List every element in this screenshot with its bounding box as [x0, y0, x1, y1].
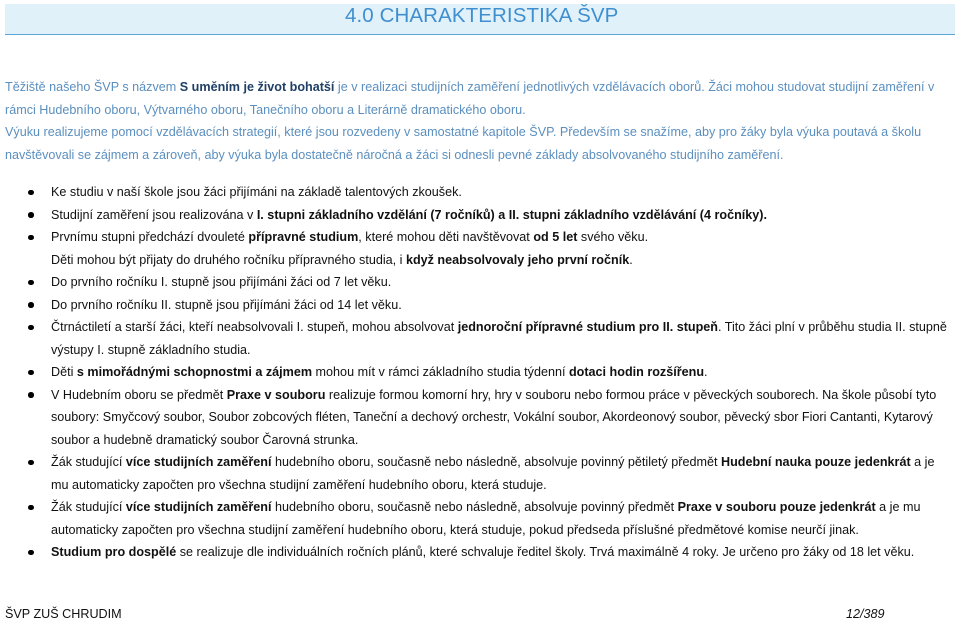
- page-title: 4.0 CHARAKTERISTIKA ŠVP: [345, 4, 619, 27]
- item-text: . Tito žáci plní v průběhu studia II. stupně výstupy I. stupně základního studia.: [51, 320, 947, 357]
- program-name: S uměním je život bohatší: [179, 80, 335, 94]
- item-bold: jednoroční přípravné studium pro II. stupeň: [457, 320, 718, 334]
- list-item: [51, 384, 951, 452]
- item-text: Do prvního ročníku I. stupně jsou přijímáni žáci od 7 let věku.: [51, 275, 392, 289]
- list-item: [51, 496, 951, 541]
- item-text: Žák studující: [51, 455, 126, 469]
- list-item: [51, 451, 951, 496]
- item-text: hudebního oboru, současně nebo následně, absolvuje povinný předmět: [271, 500, 678, 514]
- item-text: Ke studiu v naší škole jsou žáci přijímáni na základě talentových zkoušek.: [51, 185, 462, 199]
- list-item: [51, 226, 951, 271]
- item-text: a je mu automaticky započten pro všechna studijní zaměření hudebního oboru, která studuje.: [51, 455, 935, 492]
- item-bold: od 5 let: [533, 230, 578, 244]
- footer-document-name: ŠVP ZUŠ CHRUDIM: [5, 607, 122, 621]
- characteristics-list: [51, 181, 951, 564]
- item-text: se realizuje dle individuálních ročních plánů, které schvaluje ředitel školy. Trvá maximálně 4 roky. Je určeno pro žáky od 18 let věku.: [176, 545, 915, 559]
- list-item: [51, 271, 951, 294]
- item-bold: Praxe v souboru: [226, 387, 326, 402]
- item-bold: přípravné studium: [248, 230, 359, 244]
- item-text: Studijní zaměření jsou realizována v: [51, 207, 257, 222]
- item-text: .: [704, 365, 708, 379]
- list-item: [51, 181, 951, 204]
- item-text: Prvnímu stupni předchází dvouleté: [51, 230, 249, 244]
- item-bold: více studijních zaměření: [125, 455, 272, 469]
- intro-text: Těžiště našeho ŠVP s názvem: [5, 80, 180, 94]
- item-bold: více studijních zaměření: [125, 500, 272, 514]
- list-item: [51, 204, 951, 227]
- item-text: Děti mohou být přijaty do druhého ročníku přípravného studia, i: [51, 252, 406, 267]
- item-text: realizuje formou komorní hry, hry v souboru nebo formou práce v pěveckých souborech. Na škole působí tyto soubory: Smyčcový soubor, Soubor zobcových fléten, Taneční a dechový orchestr, Vokální soubor, Akordeonový soubor, pěvecký sbor Fiori Cantanti, Kytarový soubor a hudebně dramatický soubor Čarovná strunka.: [51, 387, 937, 447]
- item-text: hudebního oboru, současně nebo následně, absolvuje povinný pětiletý předmět: [271, 455, 721, 469]
- item-text: , které mohou děti navštěvovat: [358, 230, 534, 244]
- item-bold: s mimořádnými schopnostmi a zájmem: [76, 365, 313, 379]
- intro-text: Především se snažíme, aby pro žáky byla výuka poutavá a školu navštěvovali se zájmem a zároveň, aby výuka byla dostatečně náročná a žáci si odnesli pevné základy absolvovaného studijního zaměření.: [5, 125, 922, 162]
- intro-text: je v realizaci studijních zaměření jednotlivých vzdělávacích oborů. Žáci mohou studovat studijní zaměření v rámci Hudebního oboru, Výtvarného oboru, Tanečního oboru a Literárně dramatického oboru.: [5, 80, 935, 117]
- item-text: V Hudebním oboru se předmět: [51, 387, 227, 402]
- item-text: Děti: [51, 365, 77, 379]
- item-text: .: [629, 252, 633, 267]
- item-bold: I. stupni základního vzdělání (7 ročníků) a II. stupni základního vzdělávání (4 ročníky).: [256, 207, 767, 222]
- item-text: Čtrnáctiletí a starší žáci, kteří neabsolvovali I. stupeň, mohou absolvovat: [51, 320, 458, 334]
- list-item: [51, 316, 951, 361]
- list-item: [51, 294, 951, 317]
- item-text: svého věku.: [577, 230, 649, 244]
- item-text: Žák studující: [51, 500, 126, 514]
- item-bold: když neabsolvovaly jeho první ročník: [405, 252, 630, 267]
- item-bold: dotaci hodin rozšířenu: [568, 365, 705, 379]
- list-item: [51, 361, 951, 384]
- footer-page-number: 12/389: [846, 607, 885, 621]
- item-text: mohou mít v rámci základního studia týdenní: [312, 365, 569, 379]
- list-item: [51, 541, 951, 564]
- item-bold: Hudební nauka pouze jedenkrát: [721, 455, 911, 469]
- item-bold: Studium pro dospělé: [51, 545, 177, 559]
- intro-paragraph-1: [5, 76, 955, 121]
- intro-text: Výuku realizujeme pomocí vzdělávacích strategií, které jsou rozvedeny v samostatné kapitole ŠVP.: [5, 125, 557, 139]
- item-bold: Praxe v souboru pouze jedenkrát: [677, 500, 876, 514]
- intro-paragraph-2: [5, 121, 955, 166]
- item-text: a je mu automaticky započten pro všechna studijní zaměření hudebního oboru, která studuje, pokud předseda příslušné předmětové komise neurčí jinak.: [51, 500, 921, 537]
- item-text: Do prvního ročníku II. stupně jsou přijímáni žáci od 14 let věku.: [51, 297, 402, 312]
